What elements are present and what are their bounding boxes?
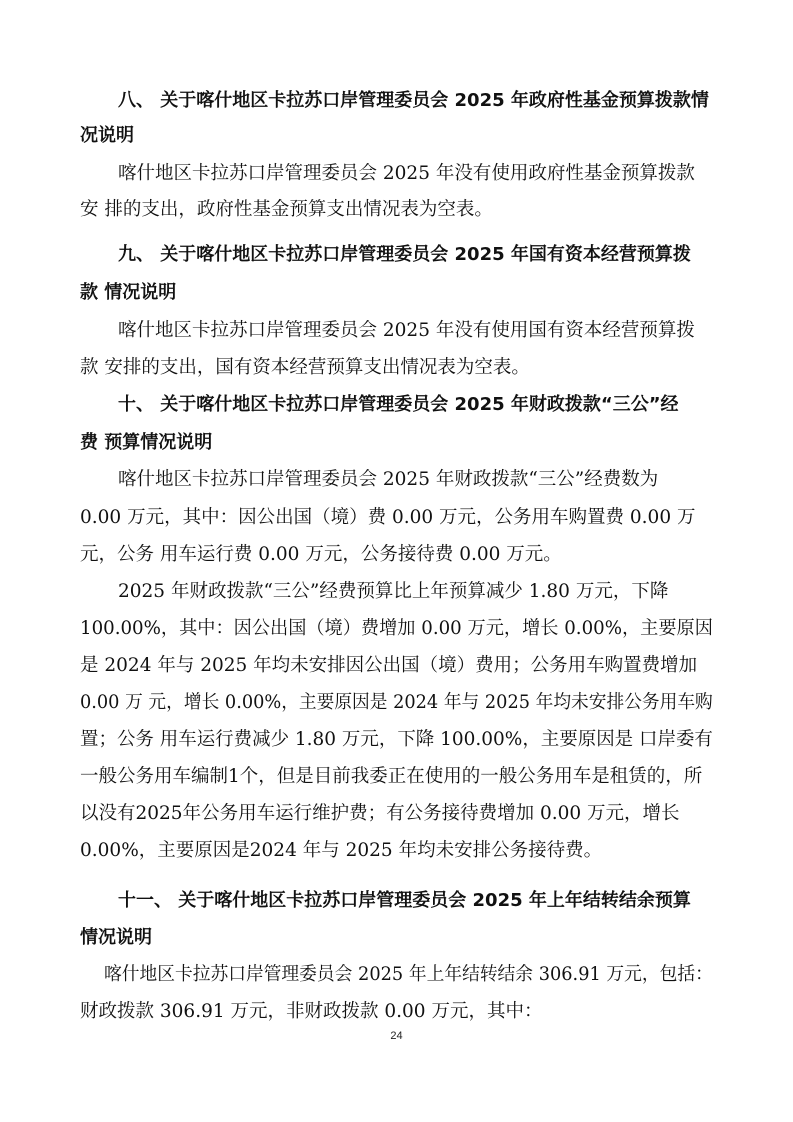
- paragraph-line: 是 2024 年与 2025 年均未安排因公出国（境）费用；公务用车购置费增加: [80, 655, 698, 676]
- paragraph-line: 置；公务 用车运行费减少 1.80 万元，下降 100.00%，主要原因是 口岸委有: [80, 729, 713, 750]
- section-9-heading: 九、 关于喀什地区卡拉苏口岸管理委员会 2025 年国有资本经营预算拨: [118, 244, 691, 265]
- paragraph-line: 以没有2025年公务用车运行维护费；有公务接待费增加 0.00 万元，增长: [80, 803, 680, 824]
- paragraph-line: 喀什地区卡拉苏口岸管理委员会 2025 年财政拨款“三公”经费数为: [118, 469, 659, 490]
- section-11-heading-cont: 情况说明: [80, 927, 152, 948]
- section-10-heading: 十、 关于喀什地区卡拉苏口岸管理委员会 2025 年财政拨款“三公”经: [118, 394, 679, 415]
- paragraph-line: 款 安排的支出，国有资本经营预算支出情况表为空表。: [80, 357, 530, 378]
- section-10-heading-cont: 费 预算情况说明: [80, 432, 213, 453]
- paragraph-line: 喀什地区卡拉苏口岸管理委员会 2025 年上年结转结余 306.91 万元，包括：: [104, 964, 713, 985]
- paragraph-line: 0.00 万元，其中：因公出国（境）费 0.00 万元，公务用车购置费 0.00 万: [80, 507, 696, 528]
- paragraph-line: 0.00 万 元，增长 0.00%，主要原因是 2024 年与 2025 年均未安排公务用车购: [80, 692, 713, 713]
- paragraph-line: 财政拨款 306.91 万元，非财政拨款 0.00 万元，其中：: [80, 1001, 543, 1022]
- paragraph-line: 喀什地区卡拉苏口岸管理委员会 2025 年没有使用政府性基金预算拨款: [118, 163, 695, 184]
- paragraph-line: 喀什地区卡拉苏口岸管理委员会 2025 年没有使用国有资本经营预算拨: [118, 320, 695, 341]
- paragraph-line: 0.00%，主要原因是2024 年与 2025 年均未安排公务接待费。: [80, 840, 603, 861]
- section-11-heading: 十一、 关于喀什地区卡拉苏口岸管理委员会 2025 年上年结转结余预算: [118, 890, 691, 911]
- section-8-heading-cont: 况说明: [80, 125, 134, 146]
- section-8-heading: 八、 关于喀什地区卡拉苏口岸管理委员会 2025 年政府性基金预算拨款情: [118, 90, 709, 111]
- page-number: 24: [390, 1030, 403, 1042]
- paragraph-line: 一般公务用车编制1个，但是目前我委正在使用的一般公务用车是租赁的，所: [80, 766, 703, 787]
- paragraph-line: 安 排的支出，政府性基金预算支出情况表为空表。: [80, 199, 493, 220]
- paragraph-line: 元，公务 用车运行费 0.00 万元，公务接待费 0.00 万元。: [80, 544, 562, 565]
- paragraph-line: 100.00%，其中：因公出国（境）费增加 0.00 万元，增长 0.00%，主要原因: [80, 618, 713, 639]
- section-9-heading-cont: 款 情况说明: [80, 282, 177, 303]
- paragraph-line: 2025 年财政拨款“三公”经费预算比上年预算减少 1.80 万元，下降: [118, 581, 669, 602]
